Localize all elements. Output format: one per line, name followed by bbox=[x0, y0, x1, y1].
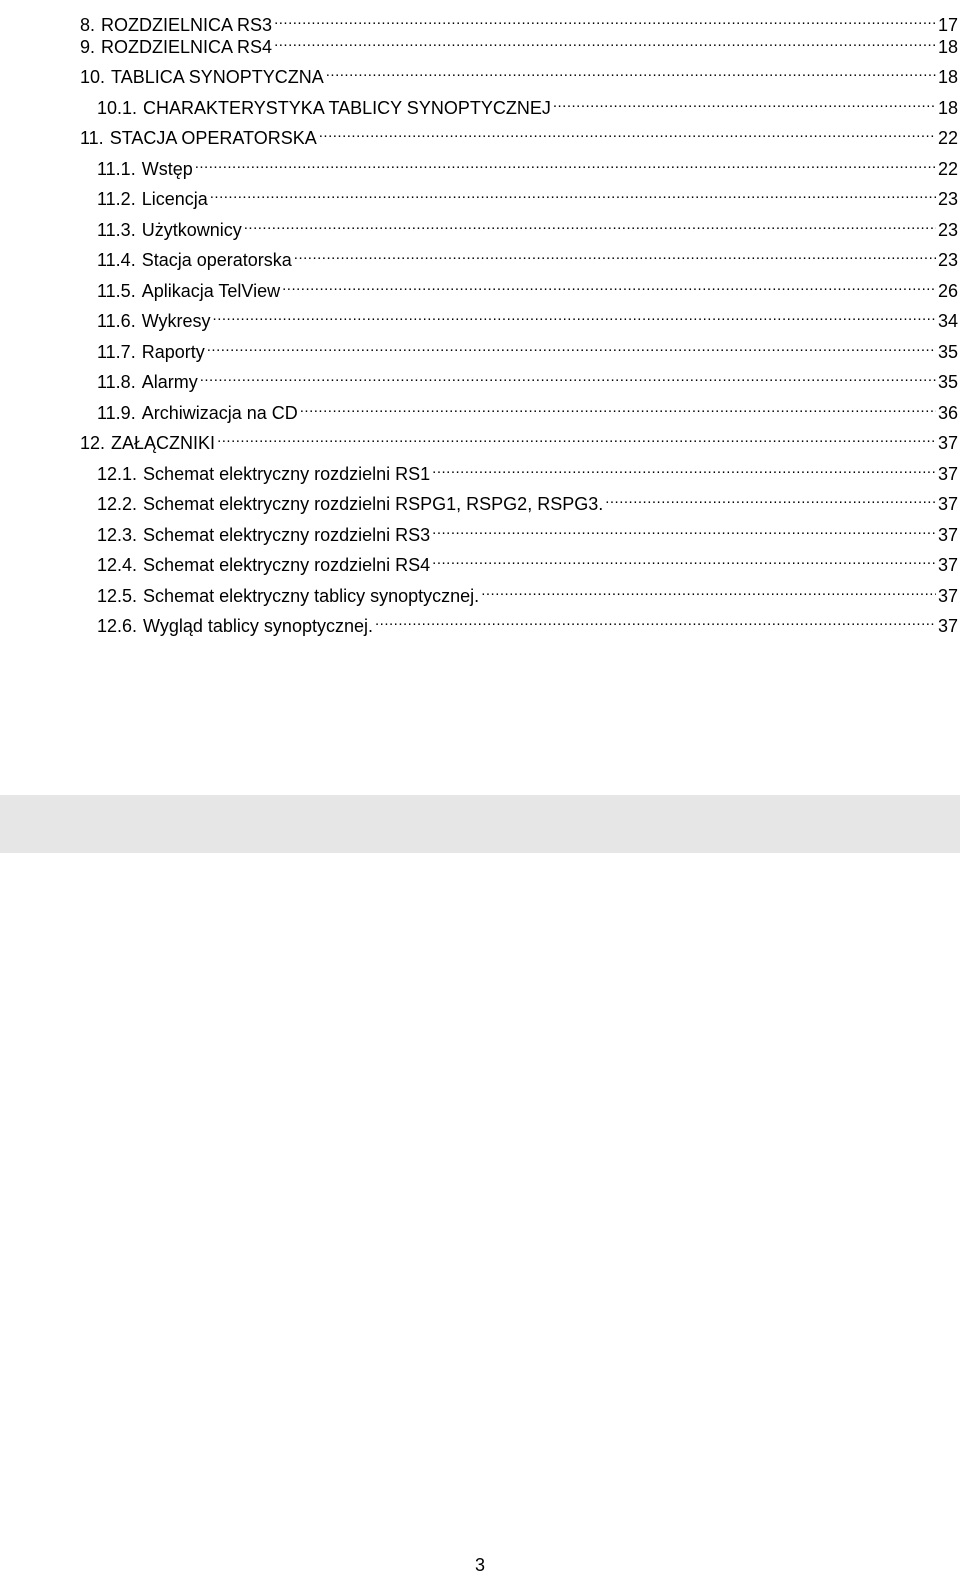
toc-entry-page: 23 bbox=[937, 250, 958, 270]
toc-entry-number: 12. bbox=[80, 433, 106, 453]
toc-entry-number: 11.8. bbox=[97, 372, 136, 392]
dot-leader bbox=[319, 114, 936, 145]
toc-entry-page: 37 bbox=[937, 524, 958, 545]
dot-leader bbox=[244, 205, 936, 236]
gray-separator-band bbox=[0, 795, 960, 853]
toc-entry-page: 23 bbox=[937, 189, 958, 209]
toc-entry-page: 22 bbox=[937, 128, 958, 148]
dot-leader bbox=[200, 358, 936, 389]
toc-entry-number: 12.4. bbox=[97, 555, 138, 575]
dot-leader bbox=[432, 541, 936, 572]
dot-leader bbox=[432, 510, 936, 541]
toc-entry-title: Schemat elektryczny rozdzielni RS3 bbox=[143, 524, 431, 545]
toc-entry[interactable] bbox=[80, 297, 958, 331]
toc-entry[interactable] bbox=[80, 175, 958, 209]
toc-entry-number: 12.5. bbox=[97, 585, 138, 606]
dot-leader bbox=[213, 297, 936, 328]
toc-entry[interactable] bbox=[80, 144, 958, 179]
toc-entry-title: Schemat elektryczny rozdzielni RS4 bbox=[143, 555, 431, 575]
toc-entry-page: 36 bbox=[937, 402, 958, 423]
toc-entry[interactable] bbox=[80, 358, 958, 392]
toc-entry-title: Wstęp bbox=[141, 158, 193, 179]
table-of-contents bbox=[80, 0, 958, 636]
toc-entry-number: 11.7. bbox=[97, 341, 136, 362]
toc-entry-number: 11.9. bbox=[97, 402, 136, 423]
page-number: 3 bbox=[474, 1555, 485, 1575]
dot-leader bbox=[375, 602, 936, 633]
toc-entry-title: Użytkownicy bbox=[141, 219, 242, 240]
toc-entry-page: 37 bbox=[937, 463, 958, 484]
toc-entry-title: Licencja bbox=[141, 189, 208, 209]
toc-entry-page: 17 bbox=[937, 14, 958, 35]
toc-entry-number: 8. bbox=[80, 14, 96, 35]
dot-leader bbox=[282, 266, 936, 297]
toc-entry-number: 11.6. bbox=[97, 311, 136, 331]
toc-entry-title: STACJA OPERATORSKA bbox=[109, 128, 317, 148]
dot-leader bbox=[217, 419, 936, 450]
dot-leader bbox=[300, 388, 936, 419]
toc-entry-page: 23 bbox=[937, 219, 958, 240]
toc-entry[interactable] bbox=[80, 327, 958, 362]
dot-leader bbox=[195, 144, 936, 175]
toc-entry-title: TABLICA SYNOPTYCZNA bbox=[111, 67, 324, 87]
toc-entry-number: 11.4. bbox=[97, 250, 136, 270]
dot-leader bbox=[294, 236, 936, 267]
dot-leader bbox=[605, 480, 936, 511]
toc-entry-number: 12.2. bbox=[97, 494, 138, 514]
dot-leader bbox=[274, 22, 936, 53]
toc-entry-page: 37 bbox=[937, 433, 958, 453]
toc-entry-page: 37 bbox=[937, 585, 958, 606]
toc-entry-number: 10.1. bbox=[97, 97, 138, 118]
toc-entry-title: Stacja operatorska bbox=[141, 250, 292, 270]
toc-entry[interactable] bbox=[80, 0, 958, 35]
toc-entry-number: 12.1. bbox=[97, 463, 138, 484]
toc-entry-page: 35 bbox=[937, 341, 958, 362]
dot-leader bbox=[481, 571, 936, 602]
dot-leader bbox=[210, 175, 936, 206]
toc-entry-page: 34 bbox=[937, 311, 958, 331]
dot-leader bbox=[207, 327, 936, 358]
toc-entry-page: 18 bbox=[937, 67, 958, 87]
toc-entry[interactable] bbox=[80, 205, 958, 240]
toc-entry-title: Aplikacja TelView bbox=[141, 280, 281, 301]
toc-entry-number: 11.2. bbox=[97, 189, 136, 209]
dot-leader bbox=[326, 53, 936, 84]
toc-entry[interactable] bbox=[80, 388, 958, 423]
toc-entry-page: 37 bbox=[937, 616, 958, 636]
toc-entry-title: Wykresy bbox=[141, 311, 211, 331]
toc-entry-title: Archiwizacja na CD bbox=[141, 402, 298, 423]
toc-entry-number: 10. bbox=[80, 67, 106, 87]
toc-entry-page: 37 bbox=[937, 494, 958, 514]
toc-entry-page: 37 bbox=[937, 555, 958, 575]
dot-leader bbox=[553, 83, 936, 114]
toc-entry-title: Schemat elektryczny tablicy synoptycznej. bbox=[143, 585, 480, 606]
toc-entry-title: ZAŁĄCZNIKI bbox=[111, 433, 216, 453]
toc-entry-title: ROZDZIELNICA RS4 bbox=[101, 36, 273, 57]
toc-entry-number: 12.6. bbox=[97, 616, 138, 636]
toc-entry-page: 35 bbox=[937, 372, 958, 392]
toc-entry-title: Wygląd tablicy synoptycznej. bbox=[143, 616, 373, 636]
dot-leader bbox=[432, 449, 936, 480]
toc-entry-page: 18 bbox=[937, 36, 958, 57]
toc-entry-number: 11.1. bbox=[97, 158, 136, 179]
toc-entry-title: Raporty bbox=[141, 341, 205, 362]
toc-entry-title: CHARAKTERYSTYKA TABLICY SYNOPTYCZNEJ bbox=[143, 97, 551, 118]
toc-entry-number: 11.3. bbox=[97, 219, 136, 240]
toc-entry-page: 26 bbox=[937, 280, 958, 301]
toc-entry-title: Schemat elektryczny rozdzielni RS1 bbox=[143, 463, 431, 484]
toc-entry-page: 18 bbox=[937, 97, 958, 118]
toc-entry-page: 22 bbox=[937, 158, 958, 179]
toc-entry-title: Alarmy bbox=[141, 372, 198, 392]
toc-entry-number: 11. bbox=[80, 128, 104, 148]
toc-entry-number: 9. bbox=[80, 36, 96, 57]
toc-entry-title: Schemat elektryczny rozdzielni RSPG1, RSPG2, RSPG3. bbox=[143, 494, 604, 514]
toc-entry-number: 11.5. bbox=[97, 280, 136, 301]
toc-entry-number: 12.3. bbox=[97, 524, 138, 545]
toc-entry-title: ROZDZIELNICA RS3 bbox=[101, 14, 273, 35]
